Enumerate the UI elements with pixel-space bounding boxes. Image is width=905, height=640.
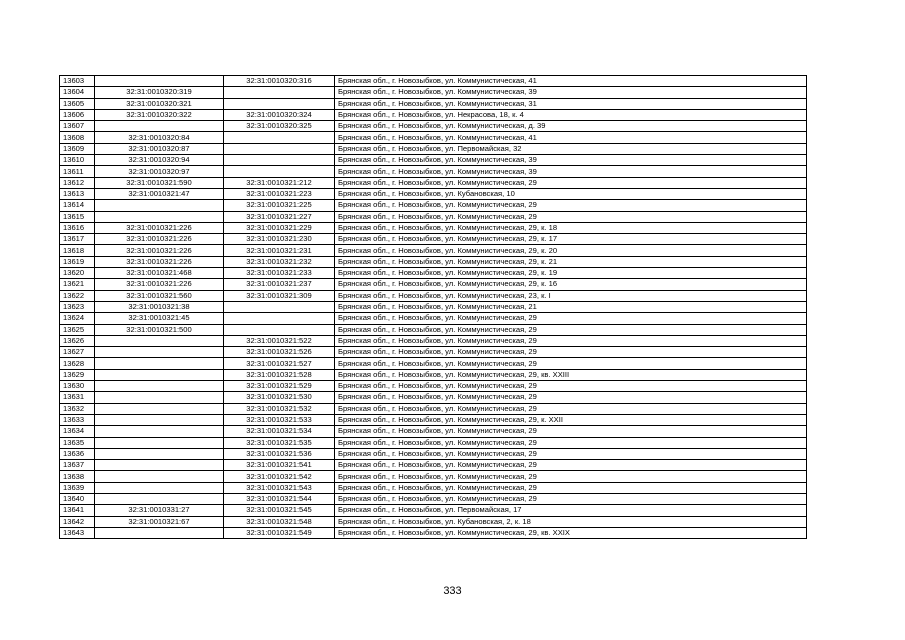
- cadastral-number-cell: [95, 403, 224, 414]
- related-cadastral-number-cell: 32:31:0010321:212: [224, 177, 335, 188]
- row-number-cell: 13612: [60, 177, 95, 188]
- address-cell: Брянская обл., г. Новозыбков, ул. Коммунистическая, 41: [335, 132, 807, 143]
- cadastral-number-cell: [95, 426, 224, 437]
- address-cell: Брянская обл., г. Новозыбков, ул. Коммунистическая, д. 39: [335, 121, 807, 132]
- related-cadastral-number-cell: 32:31:0010321:544: [224, 493, 335, 504]
- related-cadastral-number-cell: 32:31:0010321:231: [224, 245, 335, 256]
- related-cadastral-number-cell: 32:31:0010321:309: [224, 290, 335, 301]
- row-number-cell: 13618: [60, 245, 95, 256]
- table-row: [60, 143, 807, 154]
- table-row: [60, 188, 807, 199]
- address-cell: Брянская обл., г. Новозыбков, ул. Коммунистическая, 29: [335, 200, 807, 211]
- table-row: [60, 493, 807, 504]
- row-number-cell: 13611: [60, 166, 95, 177]
- table-row: [60, 335, 807, 346]
- address-cell: Брянская обл., г. Новозыбков, ул. Первомайская, 17: [335, 505, 807, 516]
- related-cadastral-number-cell: 32:31:0010321:232: [224, 256, 335, 267]
- related-cadastral-number-cell: 32:31:0010321:533: [224, 414, 335, 425]
- table-row: [60, 268, 807, 279]
- address-cell: Брянская обл., г. Новозыбков, ул. Коммунистическая, 29: [335, 347, 807, 358]
- row-number-cell: 13614: [60, 200, 95, 211]
- table-row: [60, 211, 807, 222]
- table-row: [60, 76, 807, 87]
- related-cadastral-number-cell: [224, 87, 335, 98]
- row-number-cell: 13604: [60, 87, 95, 98]
- table-row: [60, 234, 807, 245]
- table-row: [60, 109, 807, 120]
- row-number-cell: 13627: [60, 347, 95, 358]
- related-cadastral-number-cell: 32:31:0010321:541: [224, 460, 335, 471]
- table-row: [60, 313, 807, 324]
- table-row: [60, 426, 807, 437]
- address-cell: Брянская обл., г. Новозыбков, ул. Коммунистическая, 23, к. I: [335, 290, 807, 301]
- related-cadastral-number-cell: [224, 301, 335, 312]
- related-cadastral-number-cell: 32:31:0010321:526: [224, 347, 335, 358]
- row-number-cell: 13610: [60, 155, 95, 166]
- row-number-cell: 13619: [60, 256, 95, 267]
- related-cadastral-number-cell: 32:31:0010321:522: [224, 335, 335, 346]
- related-cadastral-number-cell: 32:31:0010321:542: [224, 471, 335, 482]
- address-cell: Брянская обл., г. Новозыбков, ул. Коммунистическая, 29, к. 20: [335, 245, 807, 256]
- table-row: [60, 347, 807, 358]
- table-row: [60, 516, 807, 527]
- address-cell: Брянская обл., г. Новозыбков, ул. Кубановская, 10: [335, 188, 807, 199]
- table-row: [60, 471, 807, 482]
- related-cadastral-number-cell: 32:31:0010320:316: [224, 76, 335, 87]
- cadastral-number-cell: 32:31:0010321:590: [95, 177, 224, 188]
- related-cadastral-number-cell: [224, 143, 335, 154]
- row-number-cell: 13643: [60, 527, 95, 538]
- cadastral-number-cell: [95, 369, 224, 380]
- address-cell: Брянская обл., г. Новозыбков, ул. Коммунистическая, 29, к. 18: [335, 222, 807, 233]
- address-cell: Брянская обл., г. Новозыбков, ул. Коммунистическая, 29: [335, 448, 807, 459]
- cadastral-number-cell: 32:31:0010321:226: [95, 245, 224, 256]
- table-row: [60, 448, 807, 459]
- address-cell: Брянская обл., г. Новозыбков, ул. Коммунистическая, 29, к. 21: [335, 256, 807, 267]
- table-row: [60, 414, 807, 425]
- row-number-cell: 13639: [60, 482, 95, 493]
- related-cadastral-number-cell: [224, 324, 335, 335]
- row-number-cell: 13640: [60, 493, 95, 504]
- row-number-cell: 13623: [60, 301, 95, 312]
- related-cadastral-number-cell: 32:31:0010321:237: [224, 279, 335, 290]
- table-row: [60, 482, 807, 493]
- cadastral-number-cell: 32:31:0010321:468: [95, 268, 224, 279]
- table-row: [60, 245, 807, 256]
- address-cell: Брянская обл., г. Новозыбков, ул. Коммунистическая, 39: [335, 166, 807, 177]
- address-cell: Брянская обл., г. Новозыбков, ул. Коммунистическая, 31: [335, 98, 807, 109]
- address-cell: Брянская обл., г. Новозыбков, ул. Коммунистическая, 29: [335, 335, 807, 346]
- related-cadastral-number-cell: 32:31:0010321:527: [224, 358, 335, 369]
- address-cell: Брянская обл., г. Новозыбков, ул. Первомайская, 32: [335, 143, 807, 154]
- row-number-cell: 13633: [60, 414, 95, 425]
- address-cell: Брянская обл., г. Новозыбков, ул. Коммунистическая, 29: [335, 460, 807, 471]
- row-number-cell: 13607: [60, 121, 95, 132]
- address-cell: Брянская обл., г. Новозыбков, ул. Коммунистическая, 29, кв. XXIX: [335, 527, 807, 538]
- related-cadastral-number-cell: 32:31:0010321:227: [224, 211, 335, 222]
- address-cell: Брянская обл., г. Новозыбков, ул. Коммунистическая, 29: [335, 392, 807, 403]
- table-row: [60, 358, 807, 369]
- address-cell: Брянская обл., г. Новозыбков, ул. Коммунистическая, 29: [335, 403, 807, 414]
- related-cadastral-number-cell: 32:31:0010321:535: [224, 437, 335, 448]
- row-number-cell: 13624: [60, 313, 95, 324]
- table-row: [60, 155, 807, 166]
- related-cadastral-number-cell: 32:31:0010321:229: [224, 222, 335, 233]
- related-cadastral-number-cell: 32:31:0010321:536: [224, 448, 335, 459]
- cadastral-number-cell: 32:31:0010321:226: [95, 279, 224, 290]
- records-table-body: [60, 76, 807, 539]
- table-row: [60, 98, 807, 109]
- row-number-cell: 13625: [60, 324, 95, 335]
- related-cadastral-number-cell: [224, 166, 335, 177]
- cadastral-number-cell: 32:31:0010320:87: [95, 143, 224, 154]
- cadastral-number-cell: [95, 358, 224, 369]
- cadastral-number-cell: 32:31:0010320:319: [95, 87, 224, 98]
- cadastral-number-cell: [95, 200, 224, 211]
- row-number-cell: 13635: [60, 437, 95, 448]
- cadastral-number-cell: 32:31:0010321:500: [95, 324, 224, 335]
- table-row: [60, 403, 807, 414]
- address-cell: Брянская обл., г. Новозыбков, ул. Коммунистическая, 29: [335, 177, 807, 188]
- address-cell: Брянская обл., г. Новозыбков, ул. Коммунистическая, 29: [335, 358, 807, 369]
- table-row: [60, 200, 807, 211]
- related-cadastral-number-cell: 32:31:0010321:223: [224, 188, 335, 199]
- address-cell: Брянская обл., г. Новозыбков, ул. Коммунистическая, 29: [335, 426, 807, 437]
- table-row: [60, 177, 807, 188]
- related-cadastral-number-cell: 32:31:0010321:530: [224, 392, 335, 403]
- cadastral-number-cell: [95, 460, 224, 471]
- table-row: [60, 437, 807, 448]
- row-number-cell: 13637: [60, 460, 95, 471]
- address-cell: Брянская обл., г. Новозыбков, ул. Коммунистическая, 29: [335, 437, 807, 448]
- related-cadastral-number-cell: 32:31:0010321:528: [224, 369, 335, 380]
- cadastral-number-cell: 32:31:0010321:38: [95, 301, 224, 312]
- row-number-cell: 13631: [60, 392, 95, 403]
- table-row: [60, 290, 807, 301]
- table-row: [60, 324, 807, 335]
- related-cadastral-number-cell: 32:31:0010321:545: [224, 505, 335, 516]
- row-number-cell: 13606: [60, 109, 95, 120]
- table-row: [60, 87, 807, 98]
- cadastral-number-cell: [95, 335, 224, 346]
- cadastral-number-cell: 32:31:0010320:322: [95, 109, 224, 120]
- table-row: [60, 132, 807, 143]
- related-cadastral-number-cell: 32:31:0010321:230: [224, 234, 335, 245]
- row-number-cell: 13632: [60, 403, 95, 414]
- cadastral-number-cell: [95, 482, 224, 493]
- address-cell: Брянская обл., г. Новозыбков, ул. Коммунистическая, 29: [335, 381, 807, 392]
- related-cadastral-number-cell: 32:31:0010321:548: [224, 516, 335, 527]
- related-cadastral-number-cell: 32:31:0010321:549: [224, 527, 335, 538]
- row-number-cell: 13630: [60, 381, 95, 392]
- table-row: [60, 392, 807, 403]
- cadastral-number-cell: 32:31:0010321:226: [95, 256, 224, 267]
- cadastral-number-cell: [95, 471, 224, 482]
- address-cell: Брянская обл., г. Новозыбков, ул. Коммунистическая, 29, к. 16: [335, 279, 807, 290]
- related-cadastral-number-cell: [224, 98, 335, 109]
- row-number-cell: 13621: [60, 279, 95, 290]
- cadastral-number-cell: 32:31:0010321:226: [95, 234, 224, 245]
- table-row: [60, 381, 807, 392]
- address-cell: Брянская обл., г. Новозыбков, ул. Коммунистическая, 29: [335, 313, 807, 324]
- cadastral-number-cell: [95, 493, 224, 504]
- address-cell: Брянская обл., г. Новозыбков, ул. Коммунистическая, 29, к. XXII: [335, 414, 807, 425]
- row-number-cell: 13626: [60, 335, 95, 346]
- row-number-cell: 13605: [60, 98, 95, 109]
- address-cell: Брянская обл., г. Новозыбков, ул. Коммунистическая, 39: [335, 155, 807, 166]
- row-number-cell: 13603: [60, 76, 95, 87]
- address-cell: Брянская обл., г. Новозыбков, ул. Коммунистическая, 29: [335, 324, 807, 335]
- cadastral-number-cell: [95, 121, 224, 132]
- related-cadastral-number-cell: 32:31:0010321:543: [224, 482, 335, 493]
- table-row: [60, 166, 807, 177]
- address-cell: Брянская обл., г. Новозыбков, ул. Коммунистическая, 29, кв. XXIII: [335, 369, 807, 380]
- cadastral-number-cell: [95, 414, 224, 425]
- related-cadastral-number-cell: [224, 155, 335, 166]
- related-cadastral-number-cell: 32:31:0010321:529: [224, 381, 335, 392]
- table-row: [60, 222, 807, 233]
- address-cell: Брянская обл., г. Новозыбков, ул. Коммунистическая, 29: [335, 493, 807, 504]
- cadastral-number-cell: 32:31:0010320:97: [95, 166, 224, 177]
- cadastral-number-cell: [95, 76, 224, 87]
- table-row: [60, 121, 807, 132]
- row-number-cell: 13622: [60, 290, 95, 301]
- cadastral-number-cell: 32:31:0010321:226: [95, 222, 224, 233]
- address-cell: Брянская обл., г. Новозыбков, ул. Кубановская, 2, к. 18: [335, 516, 807, 527]
- table-row: [60, 301, 807, 312]
- cadastral-number-cell: [95, 448, 224, 459]
- table-row: [60, 505, 807, 516]
- table-row: [60, 527, 807, 538]
- table-row: [60, 279, 807, 290]
- address-cell: Брянская обл., г. Новозыбков, ул. Коммунистическая, 39: [335, 87, 807, 98]
- cadastral-number-cell: [95, 211, 224, 222]
- cadastral-number-cell: [95, 437, 224, 448]
- address-cell: Брянская обл., г. Новозыбков, ул. Некрасова, 18, к. 4: [335, 109, 807, 120]
- row-number-cell: 13642: [60, 516, 95, 527]
- row-number-cell: 13634: [60, 426, 95, 437]
- row-number-cell: 13617: [60, 234, 95, 245]
- row-number-cell: 13641: [60, 505, 95, 516]
- row-number-cell: 13629: [60, 369, 95, 380]
- address-cell: Брянская обл., г. Новозыбков, ул. Коммунистическая, 29, к. 19: [335, 268, 807, 279]
- row-number-cell: 13613: [60, 188, 95, 199]
- cadastral-number-cell: 32:31:0010321:47: [95, 188, 224, 199]
- cadastral-number-cell: 32:31:0010320:94: [95, 155, 224, 166]
- cadastral-number-cell: [95, 527, 224, 538]
- cadastral-number-cell: [95, 381, 224, 392]
- address-cell: Брянская обл., г. Новозыбков, ул. Коммунистическая, 21: [335, 301, 807, 312]
- related-cadastral-number-cell: 32:31:0010320:324: [224, 109, 335, 120]
- address-cell: Брянская обл., г. Новозыбков, ул. Коммунистическая, 41: [335, 76, 807, 87]
- table-row: [60, 369, 807, 380]
- cadastral-number-cell: 32:31:0010320:321: [95, 98, 224, 109]
- row-number-cell: 13609: [60, 143, 95, 154]
- cadastral-number-cell: 32:31:0010331:27: [95, 505, 224, 516]
- address-cell: Брянская обл., г. Новозыбков, ул. Коммунистическая, 29: [335, 471, 807, 482]
- related-cadastral-number-cell: 32:31:0010321:532: [224, 403, 335, 414]
- cadastral-number-cell: 32:31:0010321:560: [95, 290, 224, 301]
- records-table: [59, 75, 807, 539]
- cadastral-number-cell: 32:31:0010320:84: [95, 132, 224, 143]
- row-number-cell: 13615: [60, 211, 95, 222]
- cadastral-number-cell: [95, 392, 224, 403]
- related-cadastral-number-cell: 32:31:0010321:233: [224, 268, 335, 279]
- related-cadastral-number-cell: [224, 132, 335, 143]
- related-cadastral-number-cell: 32:31:0010321:225: [224, 200, 335, 211]
- address-cell: Брянская обл., г. Новозыбков, ул. Коммунистическая, 29, к. 17: [335, 234, 807, 245]
- address-cell: Брянская обл., г. Новозыбков, ул. Коммунистическая, 29: [335, 211, 807, 222]
- address-cell: Брянская обл., г. Новозыбков, ул. Коммунистическая, 29: [335, 482, 807, 493]
- row-number-cell: 13620: [60, 268, 95, 279]
- related-cadastral-number-cell: 32:31:0010320:325: [224, 121, 335, 132]
- row-number-cell: 13628: [60, 358, 95, 369]
- row-number-cell: 13638: [60, 471, 95, 482]
- related-cadastral-number-cell: [224, 313, 335, 324]
- page-number: 333: [443, 585, 462, 597]
- table-row: [60, 460, 807, 471]
- table-row: [60, 256, 807, 267]
- row-number-cell: 13608: [60, 132, 95, 143]
- related-cadastral-number-cell: 32:31:0010321:534: [224, 426, 335, 437]
- row-number-cell: 13636: [60, 448, 95, 459]
- cadastral-number-cell: 32:31:0010321:67: [95, 516, 224, 527]
- cadastral-number-cell: 32:31:0010321:45: [95, 313, 224, 324]
- row-number-cell: 13616: [60, 222, 95, 233]
- cadastral-number-cell: [95, 347, 224, 358]
